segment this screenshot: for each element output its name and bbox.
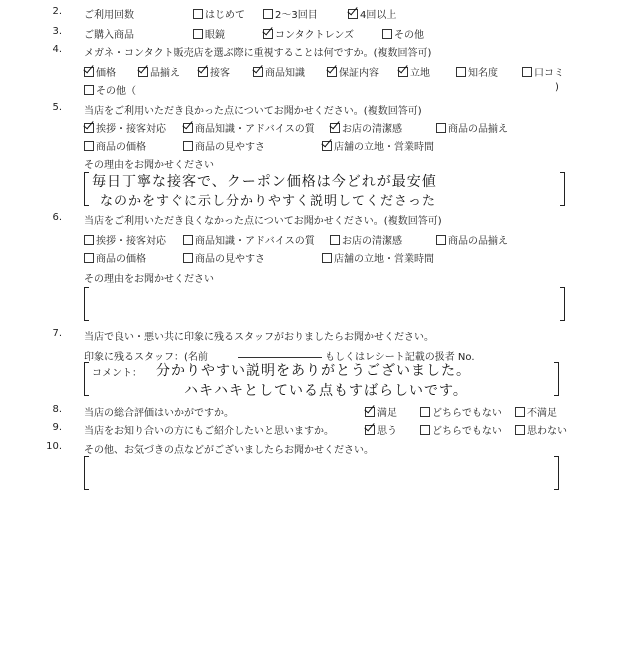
checkbox-checked[interactable] — [398, 67, 408, 77]
checkbox[interactable] — [322, 253, 332, 263]
checkbox[interactable] — [263, 9, 273, 19]
checkbox-checked[interactable] — [183, 123, 193, 133]
comment-label: コメント： — [92, 368, 142, 379]
checkbox-checked[interactable] — [263, 29, 273, 39]
option-knowledge-advice[interactable]: 商品知識・アドバイスの質 — [183, 120, 315, 135]
checkbox[interactable] — [84, 85, 94, 95]
option-knowledge-advice[interactable]: 商品知識・アドバイスの質 — [183, 232, 315, 247]
option-product-range[interactable]: 商品の品揃え — [436, 120, 508, 135]
option-cleanliness[interactable]: お店の清潔感 — [330, 232, 402, 247]
other-close-paren: ) — [555, 82, 559, 93]
question-number: 6. — [52, 212, 62, 223]
option-product-knowledge[interactable]: 商品知識 — [253, 64, 305, 79]
checkbox[interactable] — [84, 141, 94, 151]
question-text: その他、お気づきの点などがございましたらお聞かせください。 — [84, 445, 374, 456]
checkbox[interactable] — [84, 253, 94, 263]
staff-name-field[interactable] — [238, 357, 322, 358]
checkbox-checked[interactable] — [84, 123, 94, 133]
checkbox-checked[interactable] — [330, 123, 340, 133]
option-2-3-visits[interactable]: 2～3回目 — [263, 6, 318, 21]
reason-bracket-right — [560, 172, 565, 206]
option-location-hours[interactable]: 店舗の立地・営業時間 — [322, 250, 434, 265]
checkbox[interactable] — [183, 235, 193, 245]
option-yes[interactable]: 思う — [365, 422, 397, 437]
question-number: 5. — [52, 102, 62, 113]
question-text: 当店をご利用いただき良かった点についてお聞かせください。(複数回答可) — [84, 106, 422, 117]
checkbox[interactable] — [84, 235, 94, 245]
checkbox[interactable] — [193, 29, 203, 39]
checkbox[interactable] — [515, 407, 525, 417]
comment-bracket-right — [554, 362, 559, 396]
option-location[interactable]: 立地 — [398, 64, 430, 79]
question-number: 7. — [52, 328, 62, 339]
option-brand-recognition[interactable]: 知名度 — [456, 64, 498, 79]
feedback-bracket-right — [554, 456, 559, 490]
checkbox[interactable] — [420, 425, 430, 435]
checkbox-checked[interactable] — [348, 9, 358, 19]
question-number: 10. — [46, 441, 62, 452]
handwritten-reason-line-2[interactable]: なのかをすぐに示し分かりやすく説明してくださった — [100, 194, 437, 209]
reason-label: その理由をお聞かせください — [84, 160, 214, 171]
option-other[interactable]: その他（ — [84, 82, 136, 97]
checkbox-checked[interactable] — [138, 67, 148, 77]
staff-receipt-label: もしくはレシート記載の扱者 No. — [325, 352, 475, 363]
option-product-range[interactable]: 商品の品揃え — [436, 232, 508, 247]
staff-name-label: 印象に残るスタッフ：(名前 — [84, 352, 208, 363]
checkbox[interactable] — [420, 407, 430, 417]
reason-label: その理由をお聞かせください — [84, 274, 214, 285]
comment-bracket-left — [84, 362, 89, 396]
option-location-hours[interactable]: 店舗の立地・営業時間 — [322, 138, 434, 153]
option-reviews[interactable]: 口コミ — [522, 64, 564, 79]
option-no[interactable]: 思わない — [515, 422, 567, 437]
checkbox-checked[interactable] — [84, 67, 94, 77]
question-text: 当店の総合評価はいかがですか。 — [84, 408, 234, 419]
handwritten-comment-line-2[interactable]: ハキハキとしている点もすばらしいです。 — [184, 383, 468, 399]
option-product-price[interactable]: 商品の価格 — [84, 138, 146, 153]
checkbox-checked[interactable] — [365, 425, 375, 435]
option-selection[interactable]: 品揃え — [138, 64, 180, 79]
checkbox-checked[interactable] — [365, 407, 375, 417]
question-text: 当店をお知り合いの方にもご紹介したいと思いますか。 — [84, 426, 334, 437]
option-contact-lenses[interactable]: コンタクトレンズ — [263, 26, 354, 41]
checkbox[interactable] — [436, 235, 446, 245]
question-text: 当店で良い・悪い共に印象に残るスタッフがおりましたらお聞かせください。 — [84, 332, 434, 343]
option-neutral[interactable]: どちらでもない — [420, 404, 502, 419]
checkbox[interactable] — [330, 235, 340, 245]
question-number: 2. — [52, 6, 62, 17]
question-text: ご購入商品 — [84, 30, 134, 41]
checkbox[interactable] — [382, 29, 392, 39]
option-glasses[interactable]: 眼鏡 — [193, 26, 225, 41]
option-price[interactable]: 価格 — [84, 64, 116, 79]
option-first-visit[interactable]: はじめて — [193, 6, 245, 21]
option-greeting-service[interactable]: 挨拶・接客対応 — [84, 120, 166, 135]
option-cleanliness[interactable]: お店の清潔感 — [330, 120, 402, 135]
checkbox-checked[interactable] — [253, 67, 263, 77]
option-other[interactable]: その他 — [382, 26, 424, 41]
reason-bracket-right — [560, 287, 565, 321]
checkbox[interactable] — [515, 425, 525, 435]
handwritten-reason-line-1[interactable]: 毎日丁寧な接客で、クーポン価格は今どれが最安値 — [92, 174, 437, 190]
question-text: メガネ・コンタクト販売店を選ぶ際に重視することは何ですか。(複数回答可) — [84, 48, 432, 59]
question-number: 8. — [52, 404, 62, 415]
option-greeting-service[interactable]: 挨拶・接客対応 — [84, 232, 166, 247]
option-neutral[interactable]: どちらでもない — [420, 422, 502, 437]
option-warranty[interactable]: 保証内容 — [327, 64, 379, 79]
checkbox[interactable] — [436, 123, 446, 133]
handwritten-comment-line-1[interactable]: 分かりやすい説明をありがとうございました。 — [156, 363, 471, 379]
option-satisfied[interactable]: 満足 — [365, 404, 397, 419]
option-product-visibility[interactable]: 商品の見やすさ — [183, 250, 265, 265]
feedback-bracket-left — [84, 456, 89, 490]
checkbox[interactable] — [193, 9, 203, 19]
question-text: 当店をご利用いただき良くなかった点についてお聞かせください。(複数回答可) — [84, 216, 442, 227]
checkbox-checked[interactable] — [322, 141, 332, 151]
checkbox-checked[interactable] — [327, 67, 337, 77]
question-number: 9. — [52, 422, 62, 433]
option-product-visibility[interactable]: 商品の見やすさ — [183, 138, 265, 153]
option-4plus-visits[interactable]: 4回以上 — [348, 6, 396, 21]
checkbox[interactable] — [183, 253, 193, 263]
reason-bracket-left — [84, 287, 89, 321]
checkbox[interactable] — [522, 67, 532, 77]
option-dissatisfied[interactable]: 不満足 — [515, 404, 557, 419]
checkbox-checked[interactable] — [198, 67, 208, 77]
option-service[interactable]: 接客 — [198, 64, 230, 79]
checkbox[interactable] — [183, 141, 193, 151]
option-product-price[interactable]: 商品の価格 — [84, 250, 146, 265]
reason-bracket-left — [84, 172, 89, 206]
question-number: 4. — [52, 44, 62, 55]
question-text: ご利用回数 — [84, 10, 134, 21]
checkbox[interactable] — [456, 67, 466, 77]
question-number: 3. — [52, 26, 62, 37]
